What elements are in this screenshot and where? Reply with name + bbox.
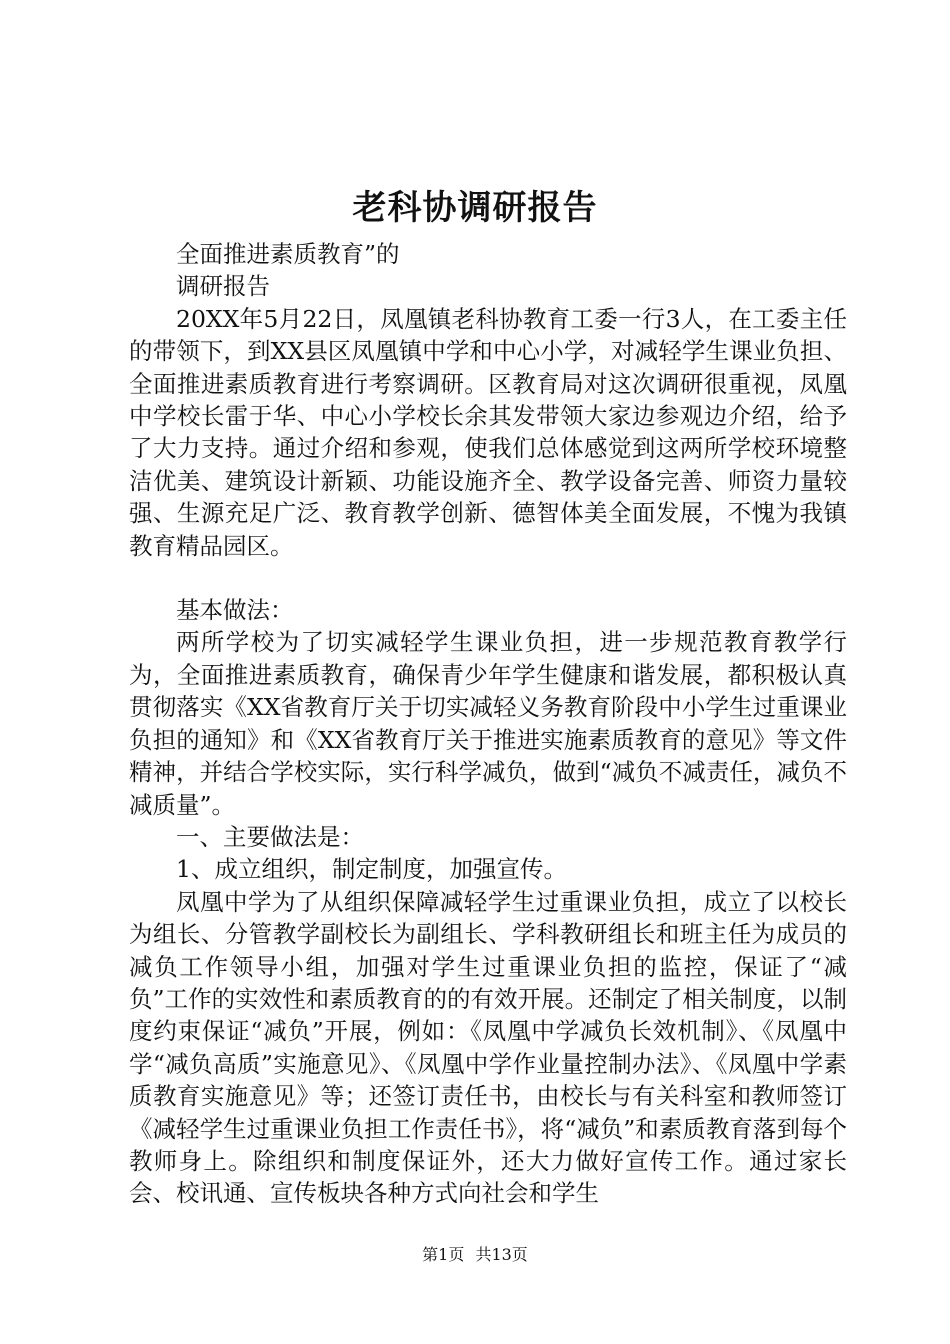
document-body	[129, 238, 847, 1210]
paragraph-heading-basic-methods: 基本做法：	[176, 596, 294, 625]
paragraph-heading-item-1: 1、成立组织，制定制度，加强宣传。	[176, 855, 567, 884]
page-number-footer: 第1页 共13页	[422, 1245, 528, 1264]
paragraph-basic-methods: 两所学校为了切实减轻学生课业负担，进一步规范教育教学行为，全面推进素质教育，确保青少年学生健康和谐发展，都积极认真贯彻落实《XX省教育厅关于切实减轻义务教育阶段中小学生过重课业负担的通知》和《XX省教育厅关于推进实施素质教育的意见》等文件精神，并结合学校实际，实行科学减负，做到“减负不减责任，减负不减质量”。	[129, 628, 847, 819]
document-title: 老科协调研报告	[352, 188, 598, 228]
paragraph-item-1-detail: 凤凰中学为了从组织保障减轻学生过重课业负担，成立了以校长为组长、分管教学副校长为副组长、学科教研组长和班主任为成员的减负工作领导小组，加强对学生过重课业负担的监控，保证了“减负”工作的实效性和素质教育的的有效开展。还制定了相关制度，以制度约束保证“减负”开展，例如：《凤凰中学减负长效机制》、《凤凰中学“减负高质”实施意见》、《凤凰中学作业量控制办法》、《凤凰中学素质教育实施意见》等；还签订责任书，由校长与有关科室和教师签订《减轻学生过重课业负担工作责任书》，将“减负”和素质教育落到每个教师身上。除组织和制度保证外，还大力做好宣传工作。通过家长会、校讯通、宣传板块各种方式向社会和学生	[129, 887, 847, 1208]
paragraph-subtitle-line1: 全面推进素质教育”的	[176, 240, 400, 268]
paragraph-heading-main-methods: 一、主要做法是：	[176, 822, 364, 851]
paragraph-subtitle-line2: 调研报告	[176, 272, 270, 301]
paragraph-intro: 20XX年5月22日，凤凰镇老科协教育工委一行3人，在工委主任的带领下，到XX县区凤凰镇中学和中心小学，对减轻学生课业负担、全面推进素质教育进行考察调研。区教育局对这次调研很重视，凤凰中学校长雷于华、中心小学校长余其发带领大家边参观边介绍，给予了大力支持。通过介绍和参观，使我们总体感觉到这两所学校环境整洁优美、建筑设计新颖、功能设施齐全、教学设备完善、师资力量较强、生源充足广泛、教育教学创新、德智体美全面发展，不愧为我镇教育精品园区。	[129, 304, 847, 560]
